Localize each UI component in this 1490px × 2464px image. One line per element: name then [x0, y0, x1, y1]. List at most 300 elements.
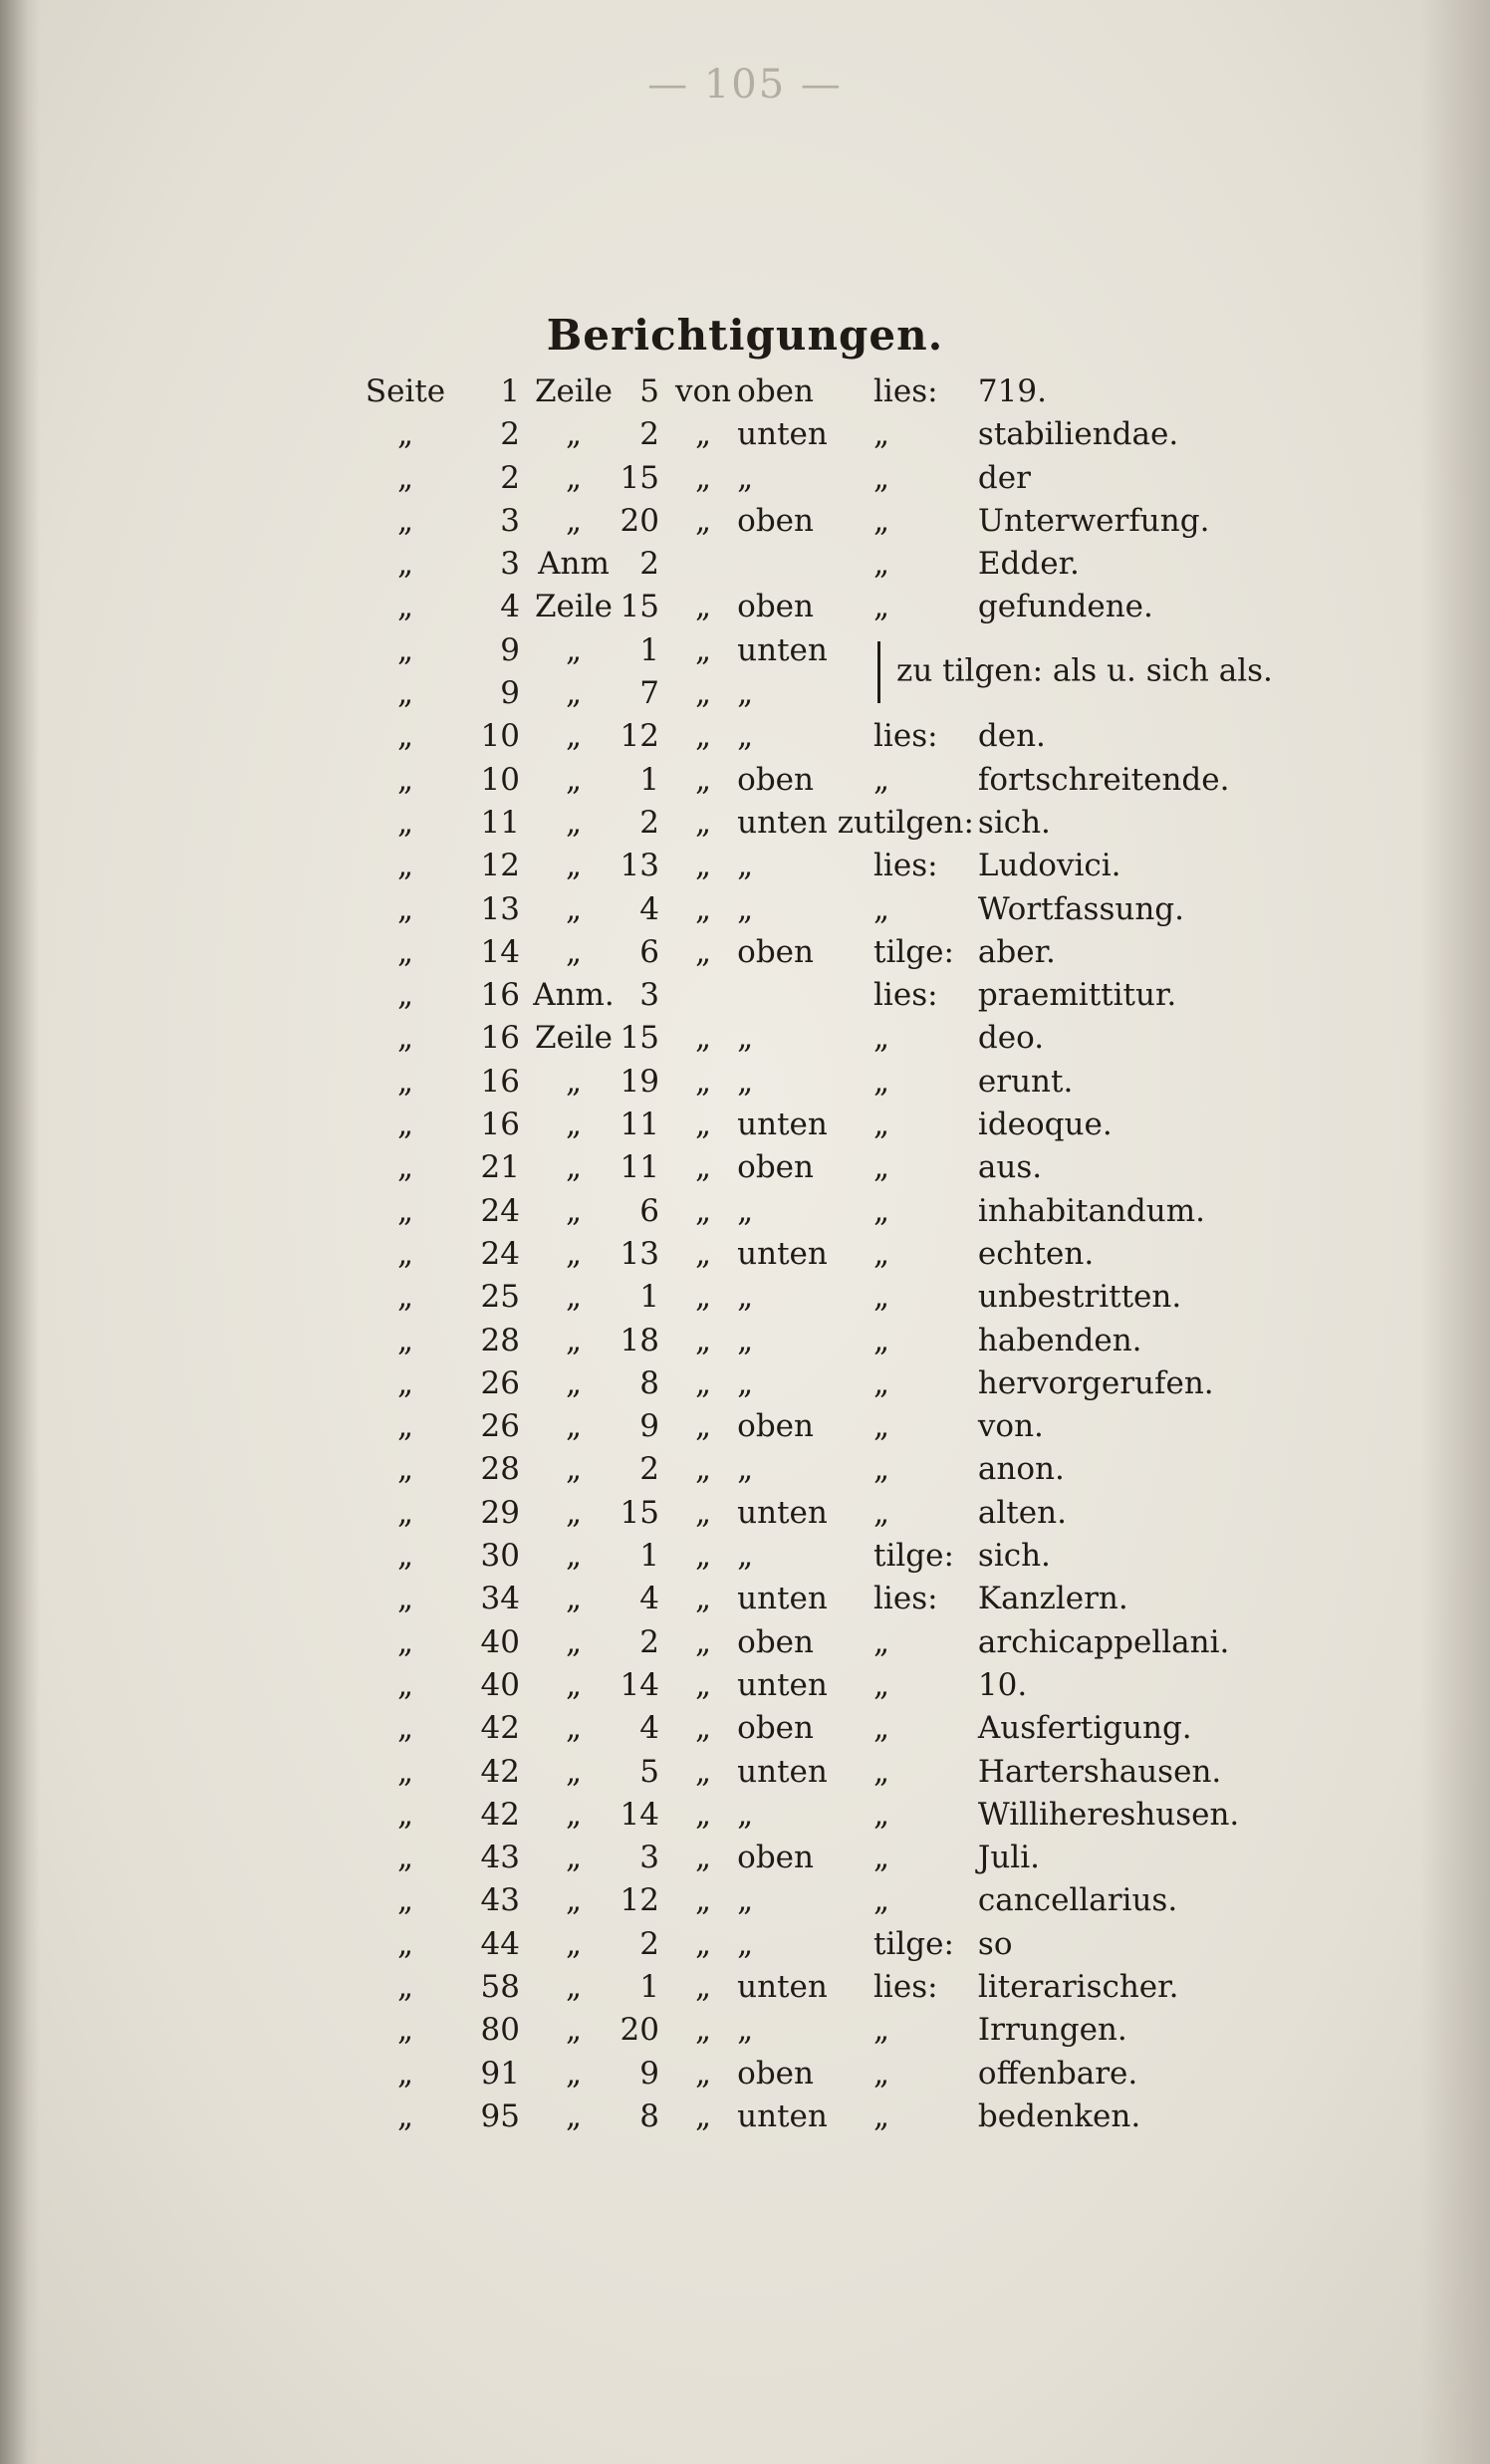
- row-page-number: 3: [500, 502, 520, 539]
- row-correction-text: cancellarius.: [977, 1882, 1178, 1919]
- row-seite: „: [396, 1020, 414, 1057]
- correction-row: [361, 2095, 1273, 2138]
- row-seite: „: [396, 933, 414, 970]
- correction-row: [361, 802, 1273, 845]
- row-von: „: [695, 890, 712, 927]
- row-action: „: [873, 890, 890, 927]
- correction-row: [361, 457, 1273, 500]
- row-correction-text: ideoque.: [977, 1107, 1113, 1143]
- row-correction-text: inhabitandum.: [977, 1192, 1205, 1229]
- row-zeile: „: [565, 718, 583, 755]
- correction-row: [361, 370, 1273, 413]
- row-action: „: [873, 589, 890, 625]
- row-action: lies:: [873, 373, 938, 409]
- row-position: unten: [737, 1107, 828, 1143]
- brace-note: zu tilgen: als u. sich als.: [896, 652, 1273, 689]
- row-action: „: [873, 2097, 890, 2134]
- row-seite: „: [396, 1107, 414, 1143]
- row-zeile: „: [565, 804, 583, 841]
- row-position: „: [737, 1020, 754, 1057]
- row-correction-text: Kanzlern.: [977, 1581, 1128, 1617]
- row-position: unten: [737, 631, 828, 668]
- row-von: „: [695, 1538, 712, 1575]
- row-von: „: [695, 1882, 712, 1919]
- row-line-number: 2: [639, 1451, 659, 1488]
- row-line-number: 2: [639, 1623, 659, 1660]
- row-line-number: 2: [639, 416, 659, 453]
- row-zeile: „: [565, 1451, 583, 1488]
- row-zeile: „: [565, 761, 583, 798]
- row-position: oben: [737, 761, 814, 798]
- row-line-number: 19: [620, 1063, 659, 1100]
- row-position: unten zu: [737, 804, 874, 841]
- row-zeile: „: [565, 1581, 583, 1617]
- correction-row: [361, 1707, 1273, 1750]
- row-von: „: [695, 1279, 712, 1316]
- row-seite: „: [396, 1666, 414, 1703]
- row-position: „: [737, 890, 754, 927]
- row-position: „: [737, 718, 754, 755]
- row-seite: „: [396, 1494, 414, 1531]
- row-position: unten: [737, 1753, 828, 1790]
- row-page-number: 9: [500, 675, 520, 712]
- row-action: „: [873, 459, 890, 496]
- row-von: „: [695, 1364, 712, 1401]
- row-zeile: „: [565, 1107, 583, 1143]
- row-position: oben: [737, 373, 814, 409]
- row-zeile: „: [565, 1235, 583, 1272]
- row-line-number: 18: [620, 1322, 659, 1358]
- row-line-number: 12: [620, 718, 659, 755]
- row-action: „: [873, 502, 890, 539]
- row-seite: „: [396, 1322, 414, 1358]
- row-zeile: „: [565, 675, 583, 712]
- correction-row: [361, 543, 1273, 586]
- row-position: „: [737, 675, 754, 712]
- row-von: „: [695, 1753, 712, 1790]
- row-position: „: [737, 1322, 754, 1358]
- row-action: „: [873, 1623, 890, 1660]
- row-zeile: „: [565, 1322, 583, 1358]
- row-seite: „: [396, 1364, 414, 1401]
- row-von: „: [695, 1581, 712, 1617]
- row-seite: „: [396, 1710, 414, 1747]
- row-zeile: „: [565, 1796, 583, 1833]
- row-action: „: [873, 1063, 890, 1100]
- row-correction-text: aus.: [977, 1149, 1043, 1186]
- row-position: [731, 974, 873, 1017]
- row-line-number: 8: [639, 1364, 659, 1401]
- row-line-number: 1: [639, 761, 659, 798]
- row-page-number: 10: [480, 718, 520, 755]
- correction-row: [361, 1276, 1273, 1319]
- row-seite: „: [396, 546, 414, 583]
- correction-row: [361, 888, 1273, 931]
- row-page-number: 10: [480, 761, 520, 798]
- row-page-number: 16: [480, 1107, 520, 1143]
- row-line-number: 4: [639, 1710, 659, 1747]
- row-correction-text: hervorgerufen.: [977, 1364, 1214, 1401]
- row-von: „: [695, 589, 712, 625]
- row-von: „: [695, 1322, 712, 1358]
- row-correction-text: 719.: [977, 373, 1047, 409]
- row-correction-text: Willihereshusen.: [977, 1796, 1240, 1833]
- row-zeile: „: [565, 1968, 583, 2005]
- correction-row: [361, 974, 1273, 1017]
- row-page-number: 40: [480, 1666, 520, 1703]
- row-von: „: [695, 848, 712, 884]
- row-zeile: „: [565, 1666, 583, 1703]
- row-von: „: [695, 416, 712, 453]
- row-page-number: 42: [480, 1796, 520, 1833]
- row-seite: „: [396, 2012, 414, 2049]
- page-left-shadow: [0, 0, 40, 2464]
- row-page-number: 28: [480, 1322, 520, 1358]
- row-page-number: 24: [480, 1192, 520, 1229]
- row-action: „: [873, 1322, 890, 1358]
- correction-row: [361, 1405, 1273, 1448]
- row-correction-text: Edder.: [977, 546, 1080, 583]
- corrections-body: [361, 370, 1273, 2138]
- row-action: „: [873, 1235, 890, 1272]
- correction-row: [361, 715, 1273, 758]
- row-von: „: [695, 502, 712, 539]
- row-position: oben: [737, 1623, 814, 1660]
- correction-row: [361, 1664, 1273, 1707]
- row-page-number: 34: [480, 1581, 520, 1617]
- row-page-number: 26: [480, 1364, 520, 1401]
- row-correction-text: 10.: [977, 1666, 1028, 1703]
- row-line-number: 3: [639, 977, 659, 1014]
- row-action: „: [873, 2055, 890, 2092]
- row-position: oben: [737, 1710, 814, 1747]
- correction-row: [361, 1320, 1273, 1362]
- row-correction-text: anon.: [977, 1451, 1065, 1488]
- row-line-number: 6: [639, 1192, 659, 1229]
- row-seite: „: [396, 977, 414, 1014]
- row-von: „: [695, 1968, 712, 2005]
- row-action: „: [873, 1279, 890, 1316]
- row-page-number: 16: [480, 977, 520, 1014]
- row-position: „: [737, 1063, 754, 1100]
- row-page-number: 43: [480, 1840, 520, 1876]
- row-von: „: [695, 804, 712, 841]
- row-von: „: [695, 1107, 712, 1143]
- row-page-number: 28: [480, 1451, 520, 1488]
- row-seite: „: [396, 718, 414, 755]
- correction-row: [361, 1837, 1273, 1879]
- row-line-number: 2: [639, 546, 659, 583]
- correction-row: [361, 1017, 1273, 1060]
- row-action: tilge:: [873, 933, 954, 970]
- row-correction-text: aber.: [977, 933, 1056, 970]
- row-position: „: [737, 1364, 754, 1401]
- row-correction-text: habenden.: [977, 1322, 1142, 1358]
- row-action: lies:: [873, 718, 938, 755]
- row-correction-text: den.: [977, 718, 1046, 755]
- row-position: „: [737, 1279, 754, 1316]
- row-page-number: 14: [480, 933, 520, 970]
- row-line-number: 15: [620, 589, 659, 625]
- row-position: unten: [737, 1968, 828, 2005]
- row-action: „: [873, 1882, 890, 1919]
- row-correction-text: Ludovici.: [977, 848, 1121, 884]
- row-position: „: [737, 1451, 754, 1488]
- row-von: „: [695, 1192, 712, 1229]
- correction-row: [361, 1621, 1273, 1664]
- row-correction-text: Wortfassung.: [977, 890, 1185, 927]
- row-correction-text: Juli.: [977, 1840, 1040, 1876]
- row-line-number: 14: [620, 1666, 659, 1703]
- row-correction-text: deo.: [977, 1020, 1045, 1057]
- row-action: „: [873, 1192, 890, 1229]
- row-zeile: „: [565, 1192, 583, 1229]
- row-position: „: [737, 848, 754, 884]
- row-correction-text: so: [977, 1925, 1013, 1962]
- row-zeile: Zeile: [534, 1020, 614, 1057]
- row-page-number: 2: [500, 416, 520, 453]
- row-von: „: [695, 1451, 712, 1488]
- row-page-number: 43: [480, 1882, 520, 1919]
- row-line-number: 11: [620, 1149, 659, 1186]
- row-action: „: [873, 1710, 890, 1747]
- correction-row: [361, 1535, 1273, 1578]
- row-von: „: [695, 1063, 712, 1100]
- row-page-number: 9: [500, 631, 520, 668]
- row-correction-text: literarischer.: [977, 1968, 1179, 2005]
- row-von: „: [695, 761, 712, 798]
- row-position: oben: [737, 1840, 814, 1876]
- row-position: „: [737, 459, 754, 496]
- row-line-number: 4: [639, 1581, 659, 1617]
- row-von: „: [695, 2097, 712, 2134]
- correction-row: [361, 500, 1273, 543]
- row-line-number: 5: [639, 373, 659, 409]
- row-zeile: „: [565, 502, 583, 539]
- row-zeile: „: [565, 1063, 583, 1100]
- row-seite: „: [396, 1882, 414, 1919]
- row-page-number: 25: [480, 1279, 520, 1316]
- row-seite: „: [396, 675, 414, 712]
- row-line-number: 13: [620, 1235, 659, 1272]
- row-zeile: „: [565, 933, 583, 970]
- row-line-number: 20: [620, 502, 659, 539]
- row-correction-text: offenbare.: [977, 2055, 1138, 2092]
- row-action: „: [873, 1107, 890, 1143]
- row-position: oben: [737, 589, 814, 625]
- correction-row: [361, 1104, 1273, 1146]
- row-seite: „: [396, 1279, 414, 1316]
- row-zeile: „: [565, 1494, 583, 1531]
- row-position: „: [737, 2012, 754, 2049]
- row-position: unten: [737, 1494, 828, 1531]
- row-line-number: 1: [639, 631, 659, 668]
- row-action: „: [873, 1840, 890, 1876]
- correction-row: [361, 1492, 1273, 1535]
- row-seite: „: [396, 2055, 414, 2092]
- row-seite: „: [396, 1149, 414, 1186]
- correction-row: [361, 1146, 1273, 1189]
- row-line-number: 12: [620, 1882, 659, 1919]
- correction-row: [361, 2009, 1273, 2052]
- row-position: „: [737, 1538, 754, 1575]
- row-von: „: [695, 1796, 712, 1833]
- row-seite: „: [396, 1235, 414, 1272]
- row-position: unten: [737, 1666, 828, 1703]
- row-seite: „: [396, 1925, 414, 1962]
- row-zeile: „: [565, 1149, 583, 1186]
- correction-row: [361, 1923, 1273, 1966]
- correction-row: [361, 1578, 1273, 1620]
- correction-row: [361, 1966, 1273, 2009]
- row-zeile: Anm: [538, 546, 610, 583]
- row-von: „: [695, 1840, 712, 1876]
- brace-icon: [877, 641, 888, 703]
- row-zeile: „: [565, 2012, 583, 2049]
- row-position: unten: [737, 1581, 828, 1617]
- row-page-number: 12: [480, 848, 520, 884]
- row-seite: „: [396, 1840, 414, 1876]
- row-line-number: 2: [639, 804, 659, 841]
- row-zeile: „: [565, 459, 583, 496]
- row-correction-text: sich.: [977, 1538, 1051, 1575]
- row-zeile: „: [565, 1623, 583, 1660]
- row-page-number: 13: [480, 890, 520, 927]
- row-zeile: Zeile: [534, 589, 614, 625]
- row-correction-text: bedenken.: [977, 2097, 1141, 2134]
- row-page-number: 24: [480, 1235, 520, 1272]
- row-seite: „: [396, 890, 414, 927]
- row-position: [731, 543, 873, 586]
- row-action: „: [873, 1666, 890, 1703]
- row-line-number: 8: [639, 2097, 659, 2134]
- row-correction-text: archicappellani.: [977, 1623, 1230, 1660]
- row-line-number: 3: [639, 1840, 659, 1876]
- row-von: „: [695, 718, 712, 755]
- row-zeile: „: [565, 1279, 583, 1316]
- row-correction-text: sich.: [977, 804, 1051, 841]
- row-action: „: [873, 1796, 890, 1833]
- row-position: unten: [737, 1235, 828, 1272]
- row-zeile: „: [565, 1364, 583, 1401]
- row-page-number: 40: [480, 1623, 520, 1660]
- correction-row: [361, 931, 1273, 974]
- row-action: „: [873, 1494, 890, 1531]
- row-seite: „: [396, 1538, 414, 1575]
- row-zeile: „: [565, 2097, 583, 2134]
- row-von: „: [695, 2055, 712, 2092]
- row-seite: Seite: [365, 373, 446, 409]
- correction-row: [361, 629, 1273, 672]
- row-von: [675, 974, 731, 1017]
- row-line-number: 15: [620, 1494, 659, 1531]
- row-von: „: [695, 1408, 712, 1445]
- row-seite: „: [396, 1968, 414, 2005]
- row-page-number: 42: [480, 1710, 520, 1747]
- row-page-number: 11: [480, 804, 520, 841]
- row-page-number: 16: [480, 1063, 520, 1100]
- row-line-number: 6: [639, 933, 659, 970]
- row-seite: „: [396, 589, 414, 625]
- row-page-number: 44: [480, 1925, 520, 1962]
- row-line-number: 1: [639, 1279, 659, 1316]
- row-seite: „: [396, 1408, 414, 1445]
- row-position: „: [737, 1925, 754, 1962]
- row-line-number: 15: [620, 1020, 659, 1057]
- row-von: „: [695, 459, 712, 496]
- row-von: „: [695, 1710, 712, 1747]
- row-action: tilgen:: [873, 804, 974, 841]
- row-seite: „: [396, 459, 414, 496]
- correction-row: [361, 413, 1273, 456]
- row-action: lies:: [873, 1581, 938, 1617]
- row-seite: „: [396, 416, 414, 453]
- row-zeile: „: [565, 1710, 583, 1747]
- row-line-number: 1: [639, 1538, 659, 1575]
- row-page-number: 30: [480, 1538, 520, 1575]
- row-seite: „: [396, 2097, 414, 2134]
- row-action: tilge:: [873, 1925, 954, 1962]
- row-correction-text: fortschreitende.: [977, 761, 1230, 798]
- correction-row: [361, 1448, 1273, 1491]
- row-page-number: 2: [500, 459, 520, 496]
- row-seite: „: [396, 1063, 414, 1100]
- row-action: „: [873, 416, 890, 453]
- row-seite: „: [396, 1623, 414, 1660]
- row-correction-text: stabiliendae.: [977, 416, 1179, 453]
- row-correction-text: Ausfertigung.: [977, 1710, 1192, 1747]
- row-action: lies:: [873, 848, 938, 884]
- row-correction-text: praemittitur.: [977, 977, 1177, 1014]
- row-von: „: [695, 933, 712, 970]
- row-seite: „: [396, 848, 414, 884]
- corrections-table: [361, 370, 1273, 2138]
- row-seite: „: [396, 1451, 414, 1488]
- row-page-number: 16: [480, 1020, 520, 1057]
- correction-row: [361, 2053, 1273, 2095]
- row-page-number: 80: [480, 2012, 520, 2049]
- row-von: von: [675, 373, 732, 409]
- row-position: „: [737, 1796, 754, 1833]
- correction-row: [361, 1879, 1273, 1922]
- row-correction-text: der: [977, 459, 1031, 496]
- row-correction-text: Hartershausen.: [977, 1753, 1222, 1790]
- row-position: oben: [737, 502, 814, 539]
- row-correction-text: echten.: [977, 1235, 1095, 1272]
- row-page-number: 91: [480, 2055, 520, 2092]
- row-page-number: 26: [480, 1408, 520, 1445]
- row-zeile: „: [565, 1538, 583, 1575]
- row-zeile: „: [565, 1840, 583, 1876]
- correction-row: [361, 845, 1273, 887]
- row-zeile: „: [565, 890, 583, 927]
- row-von: „: [695, 1666, 712, 1703]
- row-seite: „: [396, 1581, 414, 1617]
- row-position: oben: [737, 1149, 814, 1186]
- row-line-number: 5: [639, 1753, 659, 1790]
- row-seite: „: [396, 1192, 414, 1229]
- row-von: „: [695, 1494, 712, 1531]
- row-page-number: 21: [480, 1149, 520, 1186]
- row-action: „: [873, 546, 890, 583]
- page-right-shadow: [1420, 0, 1490, 2464]
- correction-row: [361, 1362, 1273, 1405]
- row-line-number: 15: [620, 459, 659, 496]
- row-position: oben: [737, 1408, 814, 1445]
- row-page-number: 3: [500, 546, 520, 583]
- row-von: „: [695, 1623, 712, 1660]
- page-number: — 105 —: [647, 62, 843, 108]
